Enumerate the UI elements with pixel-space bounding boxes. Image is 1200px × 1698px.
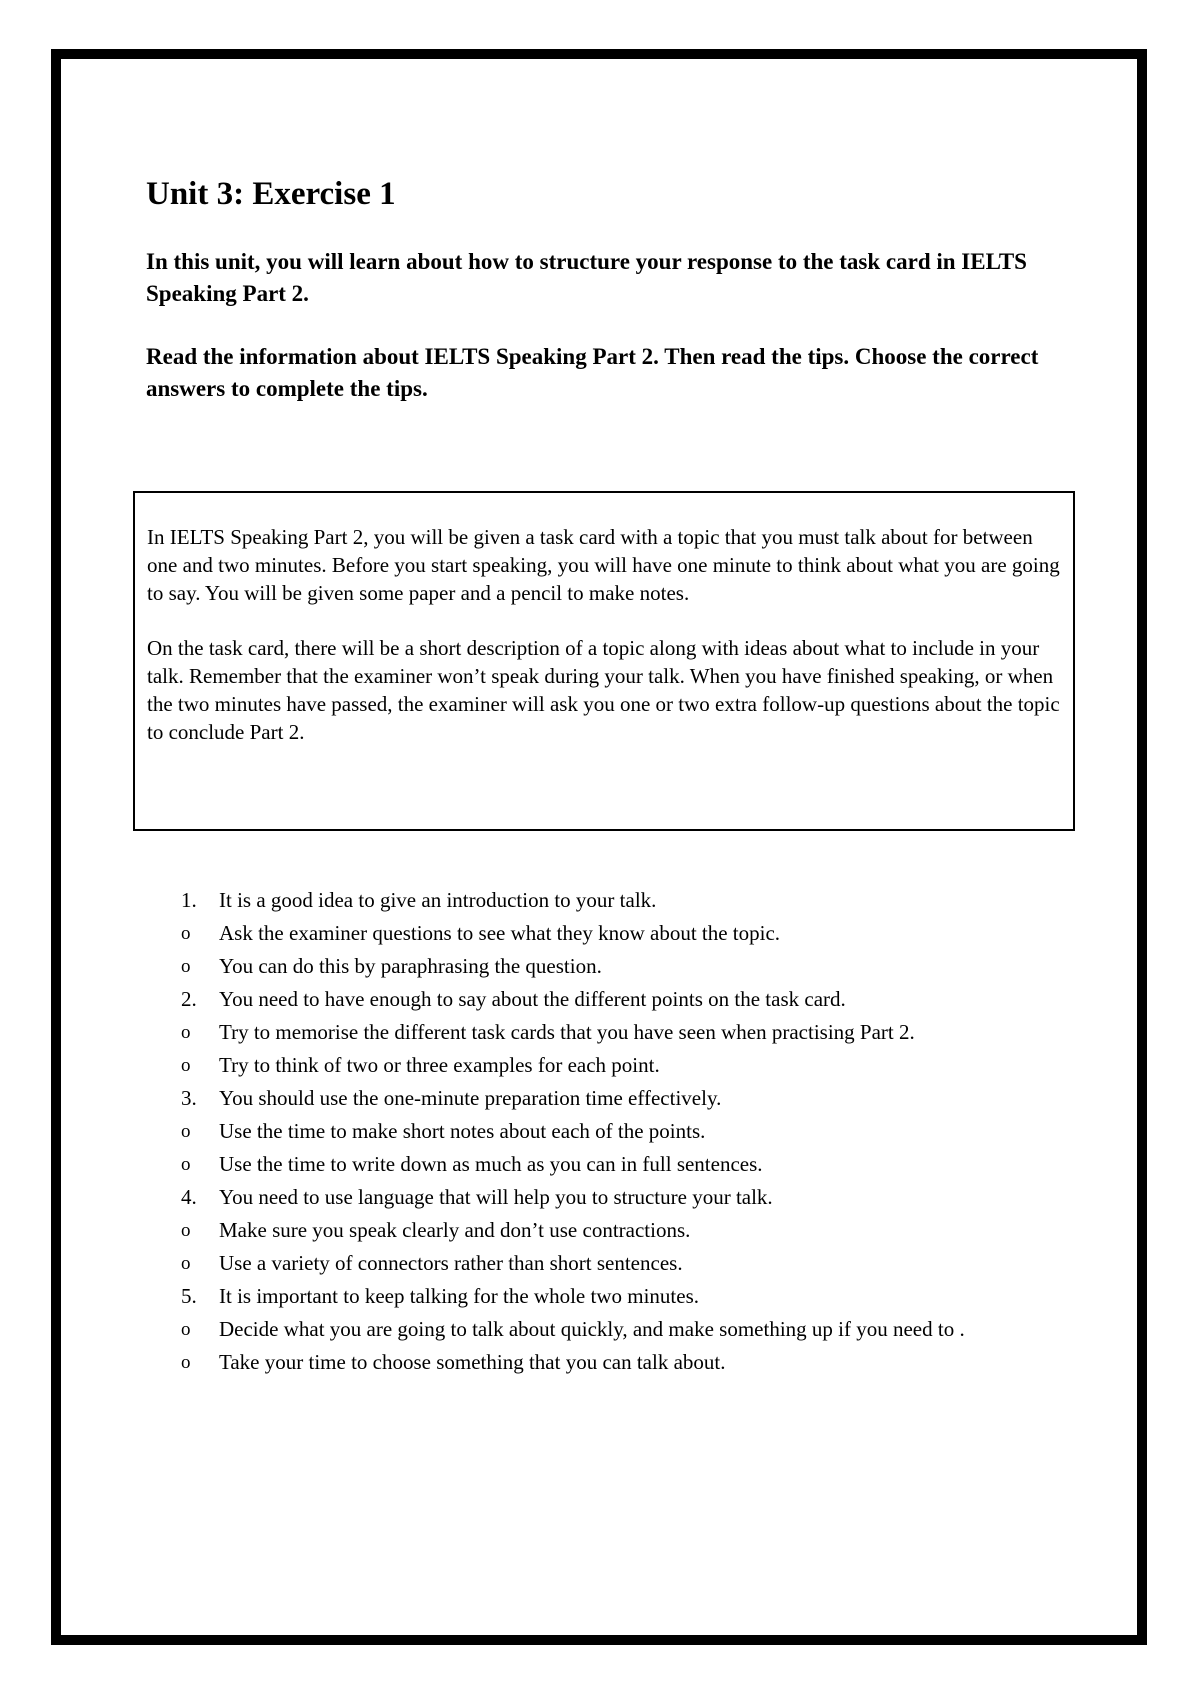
tip-option[interactable] [73,1214,1046,1247]
info-paragraph: On the task card, there will be a short description of a topic along with ideas about what to include in your talk. Remember that the examiner won’t speak during your talk. When you have finished speaking, or when the two minutes have passed, the examiner will ask you one or two extra follow-up questions about the topic to conclude Part 2. [147,636,1060,744]
tip-number: 1. [181,888,197,912]
instructions-paragraph: Read the information about IELTS Speaking Part 2. Then read the tips. Choose the correct answers to complete the tips. [146,344,1039,401]
intro-paragraph: In this unit, you will learn about how to structure your response to the task card in IELTS Speaking Part 2. [146,249,1027,306]
option-bullet: o [181,1154,191,1175]
info-paragraph: In IELTS Speaking Part 2, you will be given a task card with a topic that you must talk about for between one and two minutes. Before you start speaking, you will have one minute to think about what you are going to say. You will be given some paper and a pencil to make notes. [147,525,1060,605]
option-text: Try to think of two or three examples for each point. [219,1053,660,1077]
tip-option[interactable] [73,950,1046,983]
tip-number: 3. [181,1086,197,1110]
option-text: You can do this by paraphrasing the question. [219,954,602,978]
option-text: Make sure you speak clearly and don’t use contractions. [219,1218,691,1242]
tip-option[interactable] [73,1247,1046,1280]
tip-option[interactable] [73,1313,1046,1346]
option-bullet: o [181,1055,191,1076]
tip-item [146,983,1046,1016]
info-box [133,491,1075,831]
option-text: Use a variety of connectors rather than short sentences. [219,1251,683,1275]
tip-option[interactable] [73,1115,1046,1148]
option-text: Decide what you are going to talk about quickly, and make something up if you need to . [219,1317,965,1341]
option-text: Take your time to choose something that you can talk about. [219,1350,726,1374]
tip-text: You need to have enough to say about the different points on the task card. [219,987,846,1011]
tip-text: It is a good idea to give an introduction to your talk. [219,888,657,912]
tips-list [146,884,1046,1379]
option-bullet: o [181,1220,191,1241]
tip-option[interactable] [73,1346,1046,1379]
tip-item [146,1082,1046,1115]
tip-item [146,1181,1046,1214]
tip-text: You need to use language that will help you to structure your talk. [219,1185,773,1209]
option-text: Use the time to make short notes about each of the points. [219,1119,706,1143]
option-text: Ask the examiner questions to see what they know about the topic. [219,921,781,945]
option-bullet: o [181,1319,191,1340]
tip-item [146,1280,1046,1313]
tip-number: 2. [181,987,197,1011]
option-text: Use the time to write down as much as you can in full sentences. [219,1152,763,1176]
tip-text: It is important to keep talking for the whole two minutes. [219,1284,699,1308]
option-bullet: o [181,956,191,977]
option-bullet: o [181,1253,191,1274]
page-title: Unit 3: Exercise 1 [146,176,396,212]
tip-option[interactable] [73,1049,1046,1082]
tip-option[interactable] [73,1148,1046,1181]
tip-option[interactable] [73,1016,1046,1049]
tip-item [146,884,1046,917]
option-text: Try to memorise the different task cards that you have seen when practising Part 2. [219,1020,915,1044]
tip-option[interactable] [73,917,1046,950]
tip-text: You should use the one-minute preparation time effectively. [219,1086,722,1110]
tip-number: 4. [181,1185,197,1209]
option-bullet: o [181,923,191,944]
option-bullet: o [181,1352,191,1373]
option-bullet: o [181,1022,191,1043]
option-bullet: o [181,1121,191,1142]
tip-number: 5. [181,1284,197,1308]
